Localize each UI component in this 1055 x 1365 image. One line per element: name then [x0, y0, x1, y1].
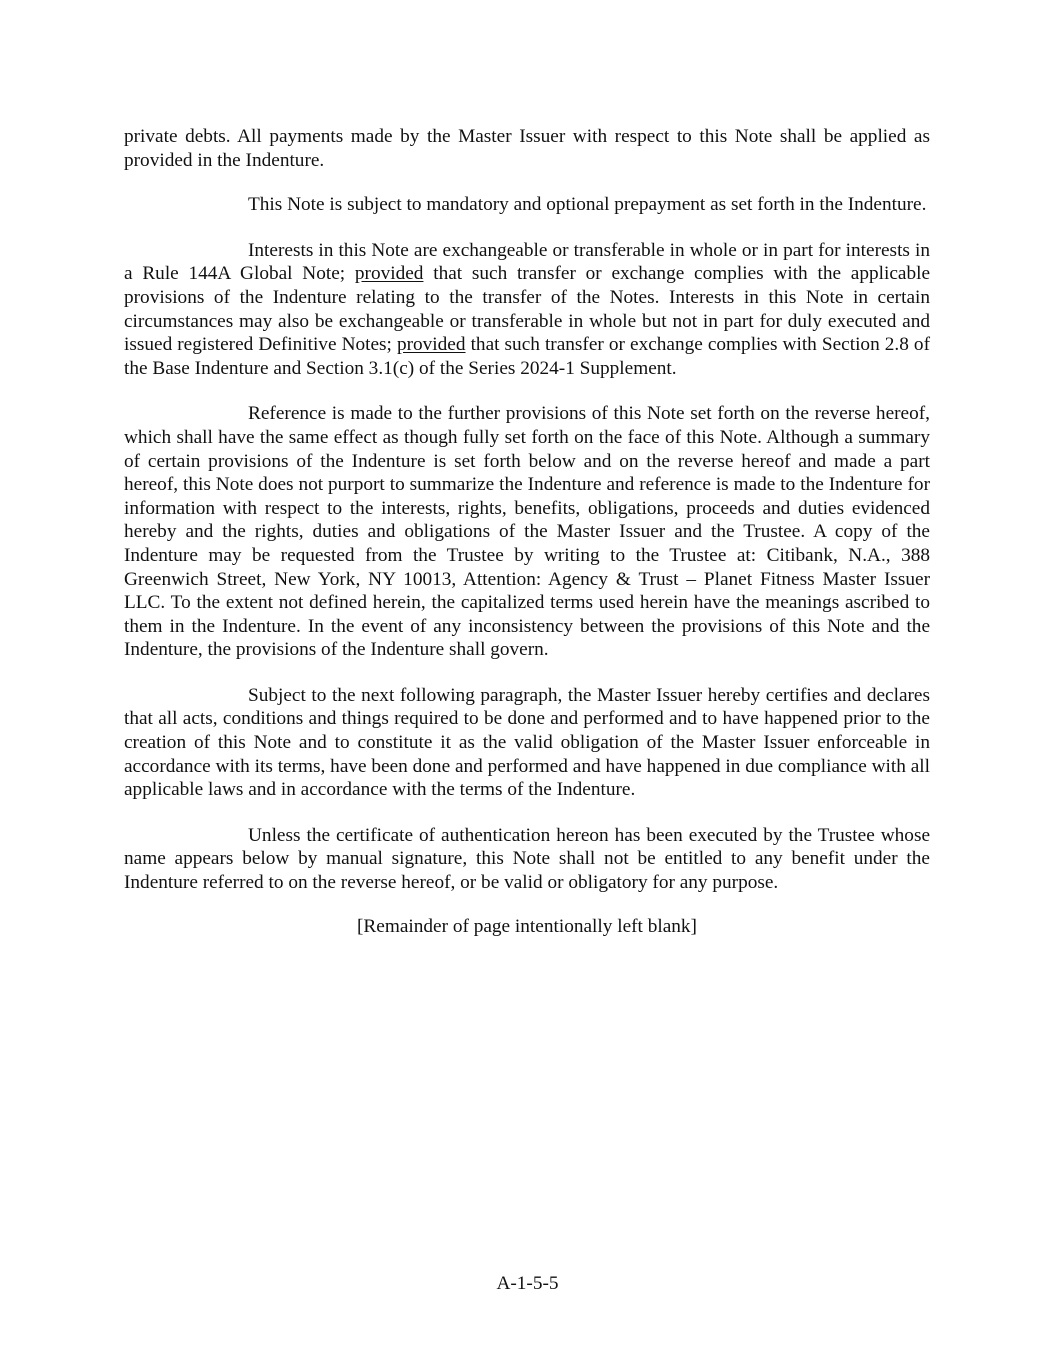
- paragraph-exchangeability: [124, 239, 930, 381]
- document-page: [124, 125, 930, 938]
- paragraph-prepayment: This Note is subject to mandatory and optional prepayment as set forth in the Indenture.: [248, 194, 927, 216]
- provided-term: provided: [396, 334, 466, 356]
- paragraph-payments: private debts. All payments made by the Master Issuer with respect to this Note shall be applied as provided in the Indenture.: [124, 126, 930, 171]
- paragraph-authentication: Unless the certificate of authentication hereon has been executed by the Trustee whose name appears below by manual signature, this Note shall not be entitled to any benefit under the Indenture referred to on the reverse hereof, or be valid or obligatory for any purpose.: [124, 824, 930, 894]
- remainder-note: [Remainder of page intentionally left blank]: [357, 915, 697, 937]
- paragraph-certification: Subject to the next following paragraph, the Master Issuer hereby certifies and declares that all acts, conditions and things required to be done and performed and to have happened prior to the creation of this Note and to constitute it as the valid obligation of the Master Issuer enforceable in accordance with its terms, have been done and performed and have happened in due compliance with all applicable laws and in accordance with the terms of the Indenture.: [124, 684, 930, 801]
- paragraph-exchangeability-part-a: Interests in this Note are exchangeable or transferable in whole or in part for interests in a Rule 144A Global Note;: [124, 239, 930, 285]
- page-number: A-1-5-5: [496, 1273, 559, 1294]
- provided-term: provided: [354, 263, 424, 285]
- paragraph-exchangeability-part-e: that such transfer or exchange complies with Section 2.8 of the Base Indenture and Section 3.1(c) of the Series 2024-1 Supplement.: [124, 334, 930, 379]
- paragraph-reference: Reference is made to the further provisions of this Note set forth on the reverse hereof, which shall have the same effect as though fully set forth on the face of this Note. Although a summary of certain provisions of the Indenture is set forth below and on the reverse hereof and made a part hereof, this Note does not purport to summarize the Indenture and reference is made to the Indenture for information with respect to the interests, rights, benefits, obligations, proceeds and duties evidenced hereby and the rights, duties and obligations of the Master Issuer and the Trustee. A copy of the Indenture may be requested from the Trustee by writing to the Trustee at: Citibank, N.A., 388 Greenwich Street, New York, NY 10013, Attention: Agency & Trust – Planet Fitness Master Issuer LLC. To the extent not defined herein, the capitalized terms used herein have the meanings ascribed to them in the Indenture. In the event of any inconsistency between the provisions of this Note and the Indenture, the provisions of the Indenture shall govern.: [124, 403, 930, 661]
- paragraph-exchangeability-part-c: that such transfer or exchange complies with the applicable provisions of the Indenture relating to the transfer of the Notes. Interests in this Note in certain circumstances may also be exchangeable or transferable in whole but not in part for duly executed and issued registered Definitive Notes;: [124, 263, 931, 356]
